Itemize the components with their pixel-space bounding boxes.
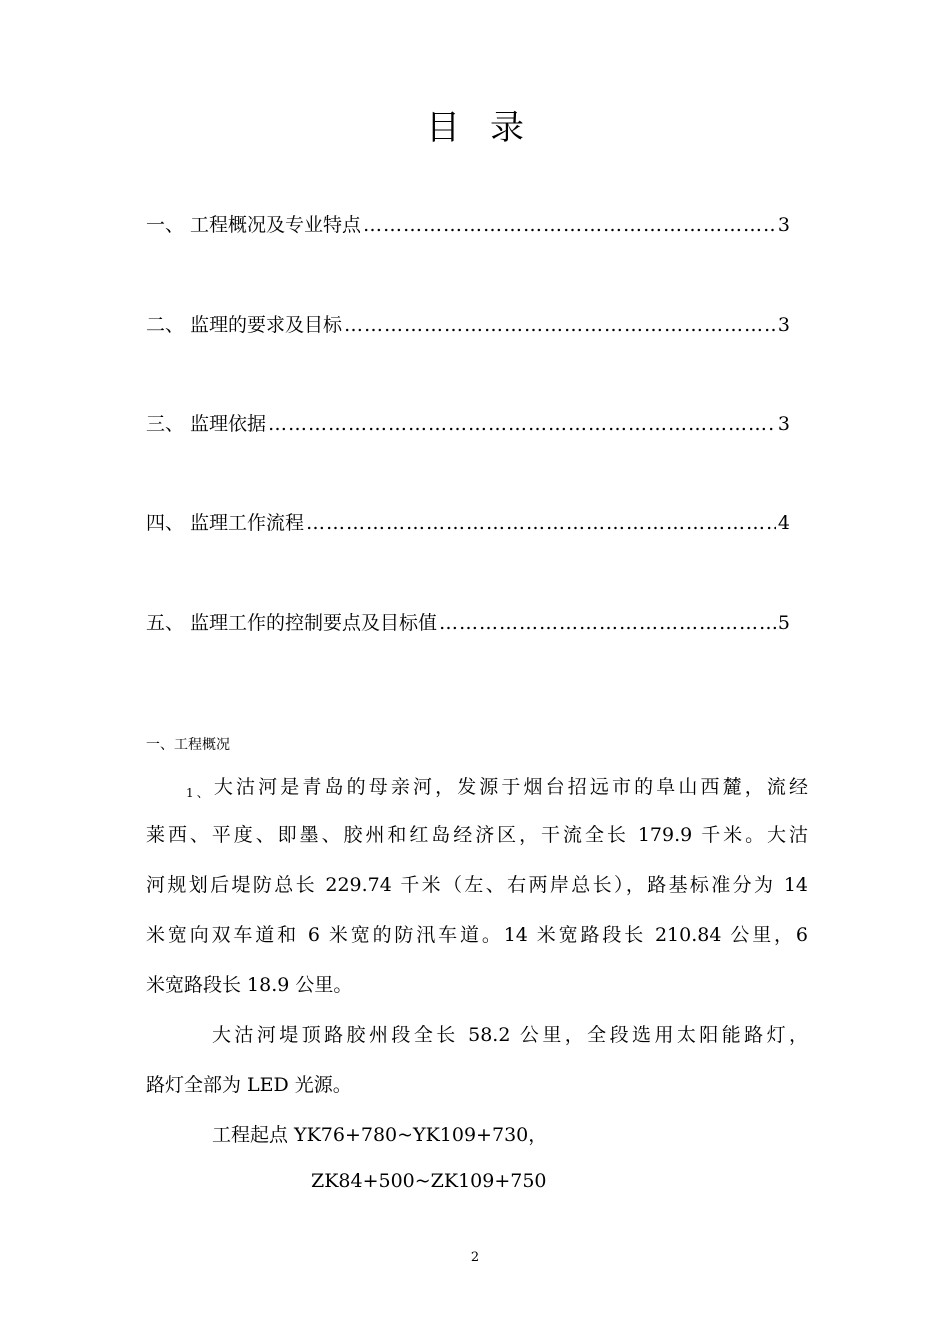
item-number: 1、 xyxy=(186,786,212,800)
toc-title: 目录 xyxy=(426,108,554,148)
paragraph-line: 莱西、平度、即墨、胶州和红岛经济区，干流全长 179.9 千米。大沽 xyxy=(146,824,808,846)
toc-entry-page: 4 xyxy=(777,512,790,534)
toc-entry-page: 3 xyxy=(777,413,790,435)
paragraph-line: 路灯全部为 LED 光源。 xyxy=(146,1074,352,1096)
toc-leader-dots xyxy=(306,512,776,534)
toc-entry[interactable] xyxy=(146,508,790,536)
paragraph-line xyxy=(186,772,808,801)
paragraph-line: 河规划后堤防总长 229.74 千米（左、右两岸总长），路基标准分为 14 xyxy=(146,874,808,896)
toc-entry-page: 3 xyxy=(777,214,790,236)
project-start-line: ZK84+500~ZK109+750 xyxy=(311,1170,547,1192)
paragraph-line: 大沽河堤顶路胶州段全长 58.2 公里，全段选用太阳能路灯， xyxy=(212,1024,808,1046)
toc-leader-dots xyxy=(363,214,776,236)
toc-leader-dots xyxy=(439,612,776,634)
toc-entry[interactable] xyxy=(146,409,790,437)
toc-entry-page: 3 xyxy=(777,314,790,336)
toc-leader-dots xyxy=(268,413,776,435)
paragraph-text: 大沽河是青岛的母亲河，发源于烟台招远市的阜山西麓，流经 xyxy=(213,776,808,798)
toc-entry-page: 5 xyxy=(777,612,790,634)
toc-entry-label: 二、 监理的要求及目标 xyxy=(146,314,343,336)
toc-entry-label: 四、 监理工作流程 xyxy=(146,512,305,534)
section-heading: 一、工程概况 xyxy=(146,737,230,753)
toc-entry-label: 一、 工程概况及专业特点 xyxy=(146,214,362,236)
toc-entry-label: 三、 监理依据 xyxy=(146,413,267,435)
toc-entry-label: 五、 监理工作的控制要点及目标值 xyxy=(146,612,438,634)
project-start-line: 工程起点 YK76+780~YK109+730， xyxy=(212,1124,548,1146)
toc-entry[interactable] xyxy=(146,210,790,238)
toc-leader-dots xyxy=(344,314,776,336)
paragraph-line: 米宽向双车道和 6 米宽的防汛车道。14 米宽路段长 210.84 公里，6 xyxy=(146,924,808,946)
toc-entry[interactable] xyxy=(146,310,790,338)
paragraph-line: 米宽路段长 18.9 公里。 xyxy=(146,974,353,996)
page-number: 2 xyxy=(470,1250,480,1265)
toc-entry[interactable] xyxy=(146,608,790,636)
